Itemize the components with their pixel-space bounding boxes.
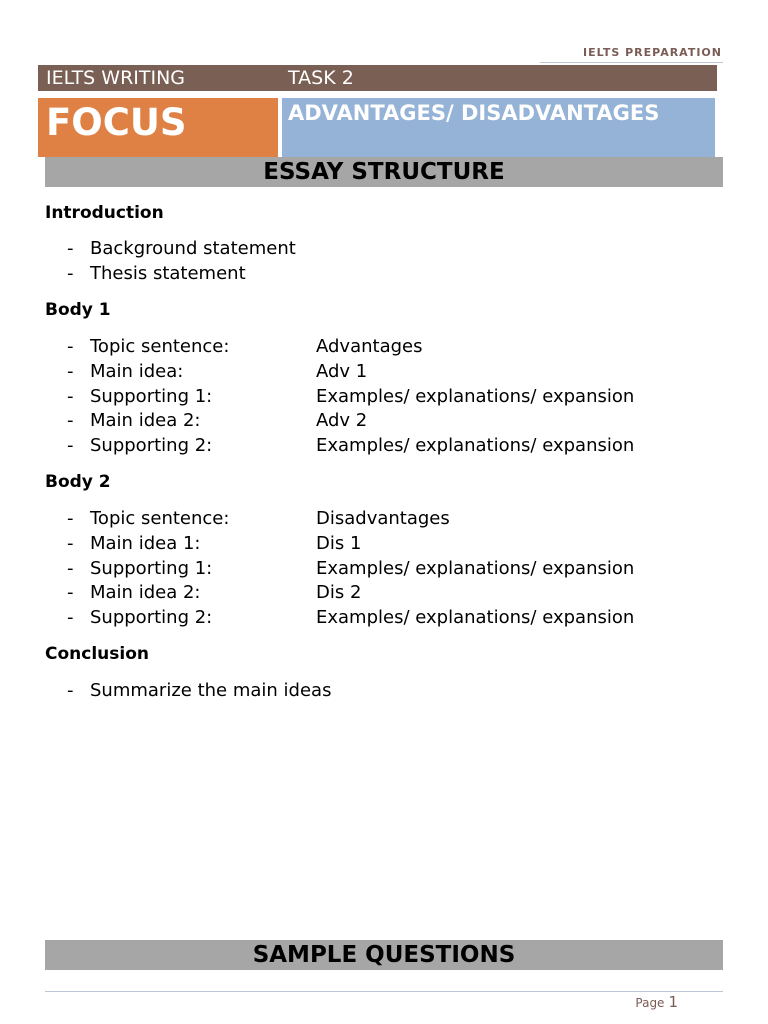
list-item: - Main idea: Adv 1 — [67, 360, 707, 385]
writing-label: IELTS WRITING — [46, 67, 186, 89]
list-item: - Main idea 1: Dis 1 — [67, 532, 707, 557]
list-item: - Topic sentence: Advantages — [67, 335, 707, 360]
item-value: Dis 2 — [316, 582, 362, 604]
list-item: - Supporting 2: Examples/ explanations/ expansion — [67, 606, 707, 631]
conclusion-list — [67, 679, 707, 704]
focus-box: FOCUS — [38, 98, 278, 157]
body1-list — [67, 335, 707, 459]
list-item: - Topic sentence: Disadvantages — [67, 507, 707, 532]
item-label: Supporting 2: — [90, 607, 213, 629]
list-item: - Main idea 2: Dis 2 — [67, 581, 707, 606]
item-value: Advantages — [316, 336, 423, 357]
list-item: - Background statement — [67, 237, 707, 262]
item-label: Main idea 1: — [90, 532, 201, 554]
footer-rule — [45, 991, 723, 992]
item-value: Examples/ explanations/ expansion — [316, 557, 635, 579]
list-item: - Supporting 1: Examples/ explanations/ expansion — [67, 385, 707, 410]
item-value: Dis 1 — [316, 532, 362, 554]
list-item: - Main idea 2: Adv 2 — [67, 409, 707, 434]
section-title-body1: Body 1 — [45, 300, 111, 320]
item-value: Examples/ explanations/ expansion — [316, 385, 635, 407]
item-label: Thesis statement — [90, 262, 246, 284]
page-label: Page — [635, 996, 665, 1010]
item-value: Examples/ explanations/ expansion — [316, 607, 635, 629]
item-label: Main idea 2: — [90, 582, 201, 604]
task-label: TASK 2 — [288, 67, 354, 89]
item-value: Examples/ explanations/ expansion — [316, 435, 635, 457]
sample-questions-heading: SAMPLE QUESTIONS — [45, 940, 723, 970]
page-number-value: 1 — [668, 993, 678, 1011]
section-title-conclusion: Conclusion — [45, 644, 149, 664]
focus-topic-box: ADVANTAGES/ DISADVANTAGES — [282, 98, 715, 157]
section-title-introduction: Introduction — [45, 203, 164, 223]
body2-list — [67, 507, 707, 631]
page-number — [635, 993, 678, 1011]
item-label: Background statement — [90, 238, 296, 259]
list-item: - Supporting 1: Examples/ explanations/ expansion — [67, 557, 707, 582]
item-label: Topic sentence: — [90, 508, 230, 529]
item-label: Supporting 2: — [90, 435, 213, 457]
item-label: Supporting 1: — [90, 557, 213, 579]
item-label: Main idea: — [90, 360, 184, 382]
header-rule — [540, 62, 723, 63]
item-value: Adv 2 — [316, 410, 368, 432]
essay-structure-heading: ESSAY STRUCTURE — [45, 157, 723, 187]
item-value: Adv 1 — [316, 360, 368, 382]
section-title-body2: Body 2 — [45, 472, 111, 492]
list-item: - Supporting 2: Examples/ explanations/ expansion — [67, 434, 707, 459]
item-label: Summarize the main ideas — [90, 680, 332, 701]
list-item: - Summarize the main ideas — [67, 679, 707, 704]
writing-task-bar — [38, 65, 717, 91]
introduction-list — [67, 237, 707, 287]
list-item: - Thesis statement — [67, 262, 707, 287]
item-value: Disadvantages — [316, 508, 450, 529]
item-label: Supporting 1: — [90, 385, 213, 407]
header-top-label: IELTS PREPARATION — [583, 46, 722, 59]
item-label: Main idea 2: — [90, 410, 201, 432]
item-label: Topic sentence: — [90, 336, 230, 357]
